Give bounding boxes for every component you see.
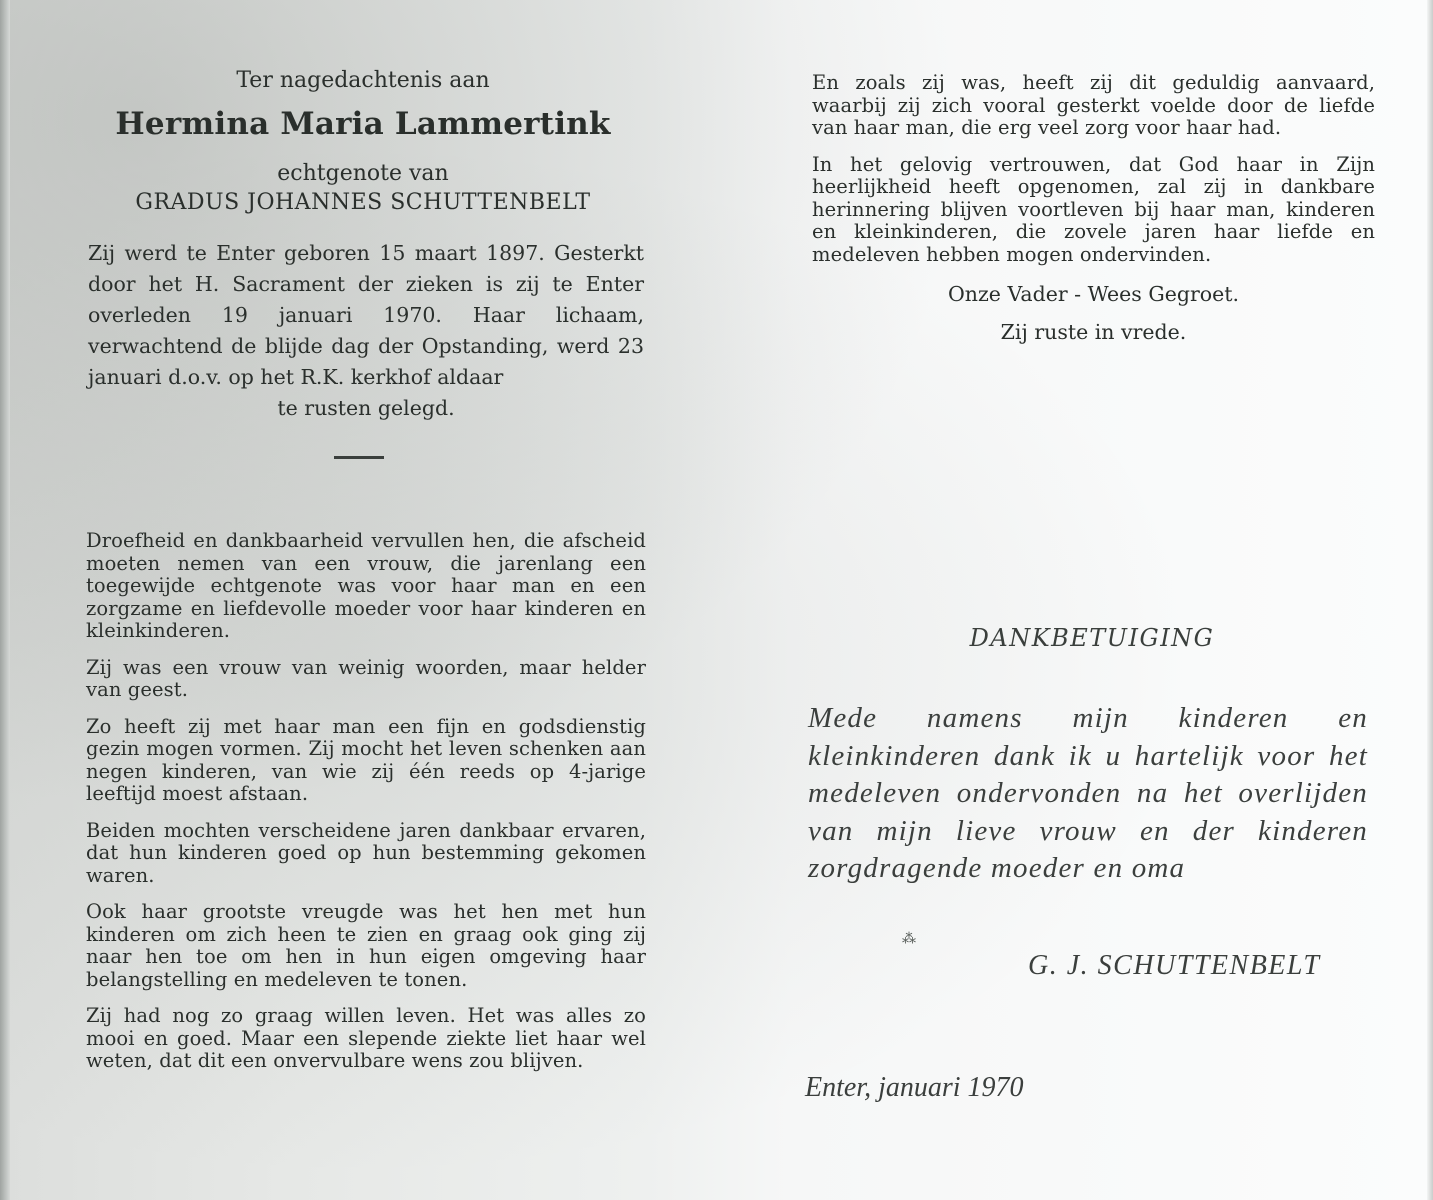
- signature: G. J. SCHUTTENBELT: [1028, 950, 1321, 981]
- paragraph: Zo heeft zij met haar man een fijn en godsdienstig gezin mogen vormen. Zij mocht het leven schenken aan negen kinderen, van wie zij één reeds op 4-jarige leeftijd moest afstaan.: [86, 714, 646, 805]
- thanks-title: DANKBETUIGING: [969, 624, 1215, 652]
- paragraph: En zoals zij was, heeft zij dit geduldig aanvaard, waarbij zij zich vooral gesterkt voelde door de liefde van haar man, die erg veel zorg voor haar had.: [812, 71, 1375, 139]
- paragraph: Zij was een vrouw van weinig woorden, maar helder van geest.: [86, 655, 646, 701]
- place-date: Enter, januari 1970: [805, 1072, 1024, 1103]
- spouse-intro: echtgenote van: [277, 161, 449, 186]
- biography: Zij werd te Enter geboren 15 maart 1897. Gesterkt door het H. Sacrament der zieken is zij te Enter overleden 19 januari 1970. Haar lichaam, verwachtend de blijde dag der Opstanding, werd 23 januari d.o.v. op het R.K. kerkhof aldaar: [88, 241, 644, 389]
- ornament-icon: ⁂: [902, 931, 916, 947]
- paragraph: Droefheid en dankbaarheid vervullen hen, die afscheid moeten nemen van een vrouw, die jarenlang een toegewijde echtgenote was voor haar man en een zorgzame en liefdevolle moeder voor haar kinderen en kleinkinderen.: [86, 529, 646, 642]
- paragraph: Ook haar grootste vreugde was het hen met hun kinderen om zich heen te zien en graag ook ging zij naar hen toe om hen in hun eigen omgeving haar belangstelling en medeleven te tonen.: [86, 900, 646, 991]
- thanks-body: Mede namens mijn kinderen en kleinkinderen dank ik u hartelijk voor het medeleven ondervonden na het overlijden van mijn lieve vrouw en der kinderen zorgdragende moeder en oma: [808, 702, 1368, 884]
- memorial-intro: Ter nagedachtenis aan: [236, 68, 490, 93]
- right-panel: [812, 72, 1375, 346]
- deceased-name: Hermina Maria Lammertink: [115, 106, 611, 142]
- paragraph: Beiden mochten verscheidene jaren dankbaar ervaren, dat hun kinderen goed op hun bestemming gekomen waren.: [86, 818, 646, 887]
- section-divider: [334, 456, 384, 459]
- card-right-edge: [1427, 0, 1433, 1200]
- right-panel-paragraphs: [812, 72, 1375, 266]
- paragraph: In het gelovig vertrouwen, dat God haar in Zijn heerlijkheid heeft opgenomen, zal zij in dankbare herinnering blijven voortleven bij haar man, kinderen en kleinkinderen, die zovele jaren haar liefde en medeleven hebben mogen ondervinden.: [812, 152, 1375, 266]
- left-panel-header: [78, 66, 648, 459]
- rest-in-peace: Zij ruste in vrede.: [1000, 320, 1187, 344]
- card-left-edge: [0, 0, 10, 1200]
- left-panel-paragraphs: [86, 530, 646, 1087]
- spouse-name: GRADUS JOHANNES SCHUTTENBELT: [135, 190, 591, 215]
- biography-end: te rusten gelegd.: [277, 396, 455, 420]
- prayer-line: Onze Vader - Wees Gegroet.: [948, 282, 1239, 306]
- paragraph: Zij had nog zo graag willen leven. Het was alles zo mooi en goed. Maar een slepende ziekte liet haar wel weten, dat dit een onvervulbare wens zou blijven.: [86, 1004, 646, 1072]
